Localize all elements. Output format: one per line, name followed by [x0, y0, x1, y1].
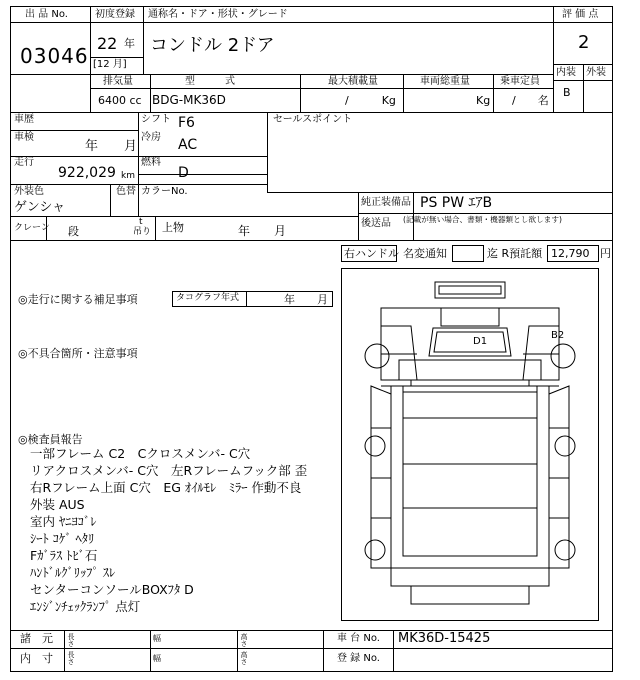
- interior-grade-label: 内装: [556, 67, 576, 78]
- upper-label: 上物: [162, 221, 184, 234]
- displacement-label: 排気量: [103, 76, 133, 87]
- inspection-label: 車検: [14, 132, 34, 143]
- aftermarket-note: (記載が無い場合、書類・機器類とし欲します): [403, 216, 562, 225]
- driving-notes-title: ◎走行に関する補足事項: [18, 293, 138, 306]
- exterior-grade-label: 外装: [586, 67, 606, 78]
- color-label: 外装色: [14, 186, 44, 197]
- damage-mark-d1: D1: [473, 336, 488, 347]
- ac-label: 冷房: [141, 132, 161, 143]
- inspection-value: 年 月: [85, 139, 138, 154]
- first-registration-label: 初度登録: [95, 9, 135, 20]
- rhd-label: 右ハンドル: [344, 247, 399, 260]
- car-name-label: 通称名・ドア・形状・グレード: [148, 9, 288, 20]
- color-value: ゲンシャ: [14, 200, 66, 215]
- model-value: BDG-MK36D: [152, 93, 226, 107]
- crane-ton-label: 吊り: [133, 227, 152, 237]
- damage-mark-b2: B2: [551, 330, 565, 341]
- chassis-number-label: 車 台 No.: [337, 633, 380, 644]
- year-unit: 年: [124, 37, 135, 50]
- tachograph-label: タコグラフ年式: [176, 293, 240, 303]
- inspector-line: 右Rフレーム上面 C穴 EG ｵｲﾙﾓﾚ ﾐﾗｰ 作動不良: [30, 480, 302, 495]
- length-label-row2: 長さ: [67, 651, 75, 665]
- sales-point-label: セールスポイント: [273, 114, 353, 125]
- inspector-line: 室内 ﾔﾆﾖｺﾞﾚ: [30, 514, 97, 529]
- height-label-row2: 高さ: [240, 651, 248, 665]
- length-label: 長さ: [67, 633, 75, 647]
- tachograph-value: 年 月: [284, 293, 328, 306]
- inspector-lines: [30, 448, 330, 618]
- deposit-value: 12,790: [551, 247, 590, 260]
- interior-grade-value: B: [563, 86, 571, 99]
- inspector-line: センターコンソールBOXﾌﾀ D: [30, 582, 194, 597]
- width-label-row2: 幅: [153, 654, 161, 663]
- yen-unit: 円: [600, 247, 611, 260]
- inspector-line: リアクロスメンバ- C穴 左Rフレームフック部 歪: [30, 463, 308, 478]
- ac-value: AC: [178, 137, 198, 153]
- shift-label: シフト: [141, 114, 171, 125]
- equipment-label: 純正装備品: [361, 197, 411, 208]
- deposit-label: 迄 R預託額: [487, 247, 543, 260]
- color-number-label: カラーNo.: [141, 186, 188, 197]
- width-label: 幅: [153, 634, 161, 643]
- inspector-line: ｴﾝｼﾞﾝﾁｪｯｸﾗﾝﾌﾟ 点灯: [30, 599, 141, 614]
- inspector-line: ﾊﾝﾄﾞﾙｸﾞﾘｯﾌﾟ ｽﾚ: [30, 565, 116, 580]
- capacity-label: 乗車定員: [500, 76, 540, 87]
- crane-ton-mark: t: [139, 217, 143, 227]
- gross-weight-value: Kg: [476, 94, 491, 107]
- inner-dim-row-label: 内 寸: [20, 652, 53, 665]
- inspector-line: 一部フレーム C2 Cクロスメンバ- C穴: [30, 446, 251, 461]
- displacement-value: 6400 cc: [98, 94, 142, 107]
- lot-number-label: 出 品 No.: [25, 9, 68, 20]
- max-load-value: / Kg: [345, 94, 396, 107]
- color-change-label: 色替: [116, 186, 136, 197]
- max-load-label: 最大積載量: [328, 76, 378, 87]
- fuel-value: D: [178, 165, 189, 181]
- shift-value: F6: [178, 115, 195, 131]
- equipment-value: PS PW ｴｱB: [420, 195, 493, 211]
- crane-stage: 段: [68, 225, 79, 238]
- car-name: コンドル 2ドア: [150, 35, 275, 56]
- truck-outline-diagram: [341, 268, 599, 621]
- specs-row-label: 諸 元: [20, 632, 53, 645]
- defects-title: ◎不具合箇所・注意事項: [18, 347, 138, 360]
- name-change-label: 名変通知: [403, 247, 447, 260]
- aftermarket-label: 後送品: [361, 218, 391, 229]
- upper-value: 年 月: [238, 224, 287, 238]
- lot-number: 03046: [20, 44, 89, 68]
- inspector-line: 外装 AUS: [30, 497, 85, 512]
- history-label: 車歴: [14, 114, 34, 125]
- model-label: 型 式: [185, 76, 235, 87]
- mileage-value: 922,029: [58, 165, 116, 181]
- inspector-line: Fｶﾞﾗｽ ﾄﾋﾞ石: [30, 548, 98, 563]
- crane-label: クレーン: [14, 223, 50, 233]
- first-registration-month: [12 月]: [93, 59, 127, 70]
- inspector-title: ◎検査員報告: [18, 433, 83, 446]
- first-registration-year: 22: [97, 34, 118, 53]
- mileage-label: 走行: [14, 157, 34, 168]
- fuel-label: 燃料: [141, 157, 161, 168]
- registration-number-label: 登 録 No.: [337, 653, 380, 664]
- capacity-value: / 名: [512, 94, 549, 107]
- gross-weight-label: 車両総重量: [420, 76, 470, 87]
- mileage-unit: km: [121, 171, 135, 181]
- height-label: 高さ: [240, 633, 248, 647]
- grade-label: 評 価 点: [562, 9, 599, 20]
- chassis-number-value: MK36D-15425: [398, 631, 491, 646]
- grade-value: 2: [578, 32, 590, 53]
- name-change-box: [452, 245, 484, 262]
- inspector-line: ｼｰﾄ ｺｹﾞ ﾍﾀﾘ: [30, 531, 95, 546]
